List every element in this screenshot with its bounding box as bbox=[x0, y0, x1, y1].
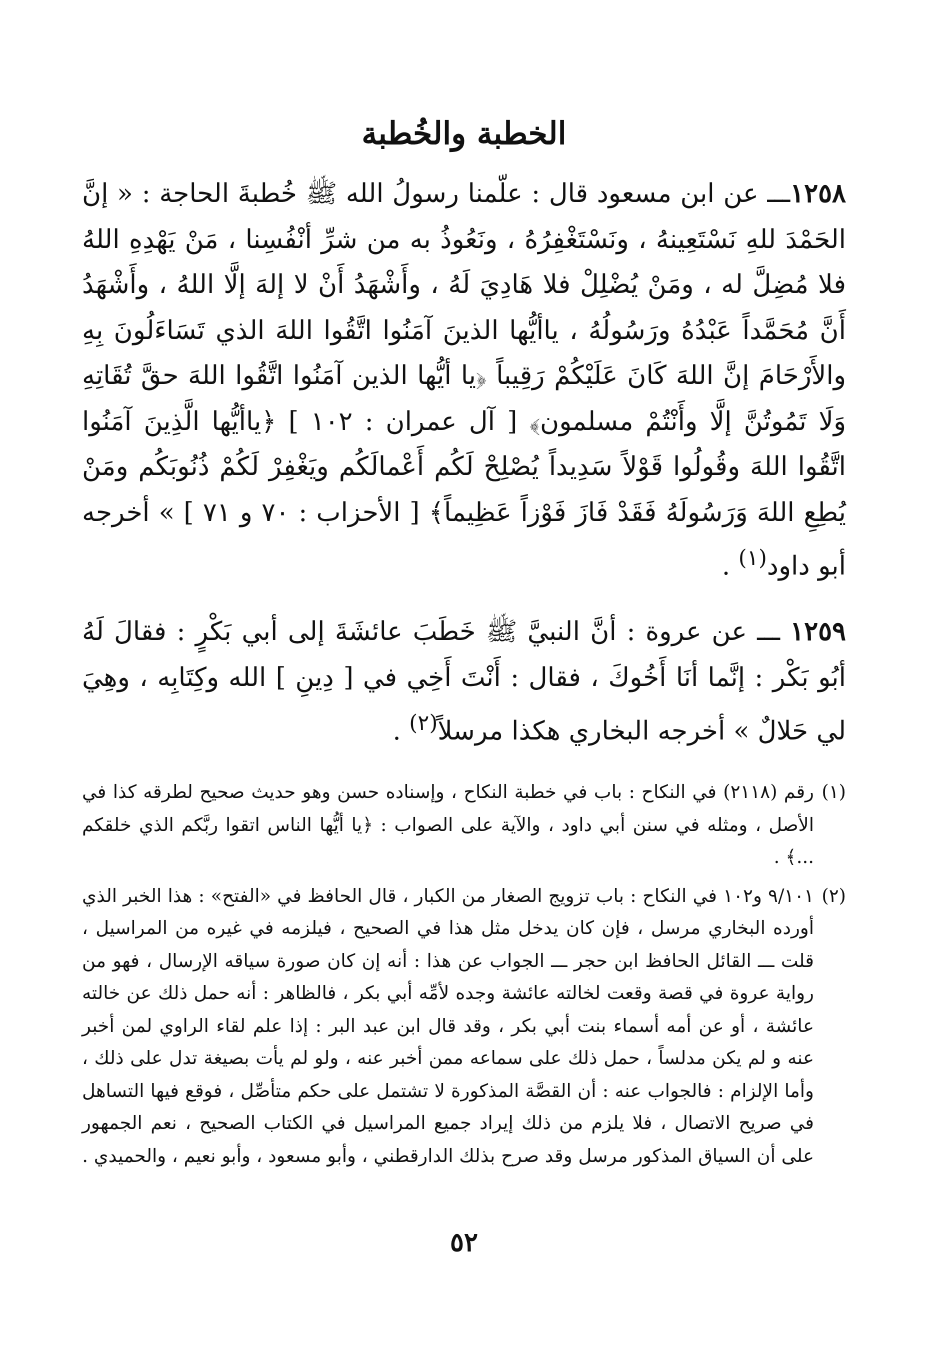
footnotes bbox=[82, 777, 846, 1173]
hadith-text: ـــ عن ابن مسعود قال : علّمنا رسولُ الله ﷺ خُطبةَ الحاجة : « إنَّ الحَمْدَ للهِ نَسْتَعِينهُ ، ونَسْتَغْفِرُهُ ، ونَعُوذُ به من شرِّ أنْفُسِنا ، مَنْ يَهْدِهِ اللهُ فلا مُضِلَّ له ، ومَنْ يُضْلِلْ فلا هَادِيَ لَهُ ، وأَشْهَدُ أَنْ لا إلهَ إلَّا اللهُ ، وأَشْهَدُ أَنَّ مُحَمَّداً عَبْدُهُ ورَسُولُهُ ، ياأيُّها الذينَ آمَنُوا اتَّقُوا اللهَ الذي تَسَاءَلُونَ بِهِ والأَرْحَامَ إنَّ اللهَ كَانَ عَلَيْكُمْ رَقِيباً ﴿يا أيُّها الذين آمَنُوا اتَّقُوا اللهَ حقَّ تُقَاتِهِ وَلَا تَمُوتُنَّ إلَّا وأَنْتُمْ مسلمون﴾ [ آل عمران : ١٠٢ ] ﴿ياأيُّها الَّذِينَ آمَنُوا اتَّقُوا اللهَ وقُولُوا قَوْلاً سَدِيداً يُصْلِحْ لَكُم أَعْمالَكُم ويَغْفِرْ لَكُمْ ذُنُوبَكُم ومَنْ يُطِعِ اللهَ وَرَسُولَهُ فَقَدْ فَازَ فَوْزاً عَظِيماً﴾ [ الأحزاب : ٧٠ و ٧١ ] » أخرجه أبو داود bbox=[82, 179, 846, 582]
hadith-number: ١٢٥٨ bbox=[790, 179, 846, 209]
footnote-2 bbox=[82, 881, 846, 1174]
hadith-1259 bbox=[82, 610, 846, 755]
footnote-text: ٩/١٠١ و١٠٢ في النكاح : باب تزويج الصغار من الكبار ، قال الحافظ في «الفتح» : هذا الخبر الذي أورده البخاري مرسل ، فإن كان يدخل مثل هذا في الصحيح ، فيلزمه في غيره من المراسيل ، قلت ـــ القائل الحافظ ابن حجر ـــ الجواب عن هذا : أنه إن كان صورة سياقه الإرسال ، فهو من رواية عروة في قصة وقعت لخالته عائشة وجده لأمِّه أبي بكر ، فالظاهر : أنه حمل ذلك عن خالته عائشة ، أو عن أمه أسماء بنت أبي بكر ، وقد قال ابن عبد البر : إذا علم لقاء الراوي لمن أخبر عنه و لم يكن مدلساً ، حمل ذلك على سماعه ممن أخبر عنه ، ولو لم يأت بصيغة تدل على ذلك ، وأما الإلزام : فالجواب عنه : أن القصَّة المذكورة لا تشتمل على حكم متأصِّل ، فوقع فيها التساهل في صريح الاتصال ، فلا يلزم من ذلك إيراد جميع المراسيل في الكتاب الصحيح ، نعم الجمهور على أن السياق المذكور مرسل وقد صرح بذلك الدارقطني ، وأبو مسعود ، وأبو نعيم ، والحميدي . bbox=[82, 885, 814, 1167]
footnote-text: رقم (٢١١٨) في النكاح : باب في خطبة النكاح ، وإسناده حسن وهو حديث صحيح لطرقه كذا في الأصل ، ومثله في سنن أبي داود ، والآية على الصواب : ﴿يا أيُّها الناس اتقوا ربَّكم الذي خلقكم ...﴾ . bbox=[82, 782, 814, 869]
hadith-number: ١٢٥٩ bbox=[790, 617, 846, 648]
hadith-end: . bbox=[721, 551, 739, 582]
footnote-mark: (١) bbox=[821, 782, 846, 804]
footnote-reference[interactable]: (٢) bbox=[409, 711, 438, 737]
page-body bbox=[82, 104, 846, 1173]
hadith-text: ـــ عن عروة : أنَّ النبيَّ ﷺ خَطَبَ عائشَةَ إلى أبي بَكْرٍ : فقالَ لَهُ أبُو بَكْر : إنَّما أنَا أَخُوكَ ، فقال : أَنْتَ أَخِي في [ دِينِ ] الله وكِتَابِه ، وهِيَ لي حَلالٌ » أخرجه البخاري هكذا مرسلاً bbox=[82, 617, 846, 747]
page-number: ٥٢ bbox=[450, 1228, 478, 1258]
hadith-end: . bbox=[392, 716, 410, 747]
footnote-reference[interactable]: (١) bbox=[738, 546, 767, 571]
footnote-1 bbox=[82, 777, 846, 875]
chapter-title: الخطبة والخُطبة bbox=[361, 116, 567, 152]
footnote-mark: (٢) bbox=[821, 885, 846, 907]
hadith-1258 bbox=[82, 172, 846, 590]
